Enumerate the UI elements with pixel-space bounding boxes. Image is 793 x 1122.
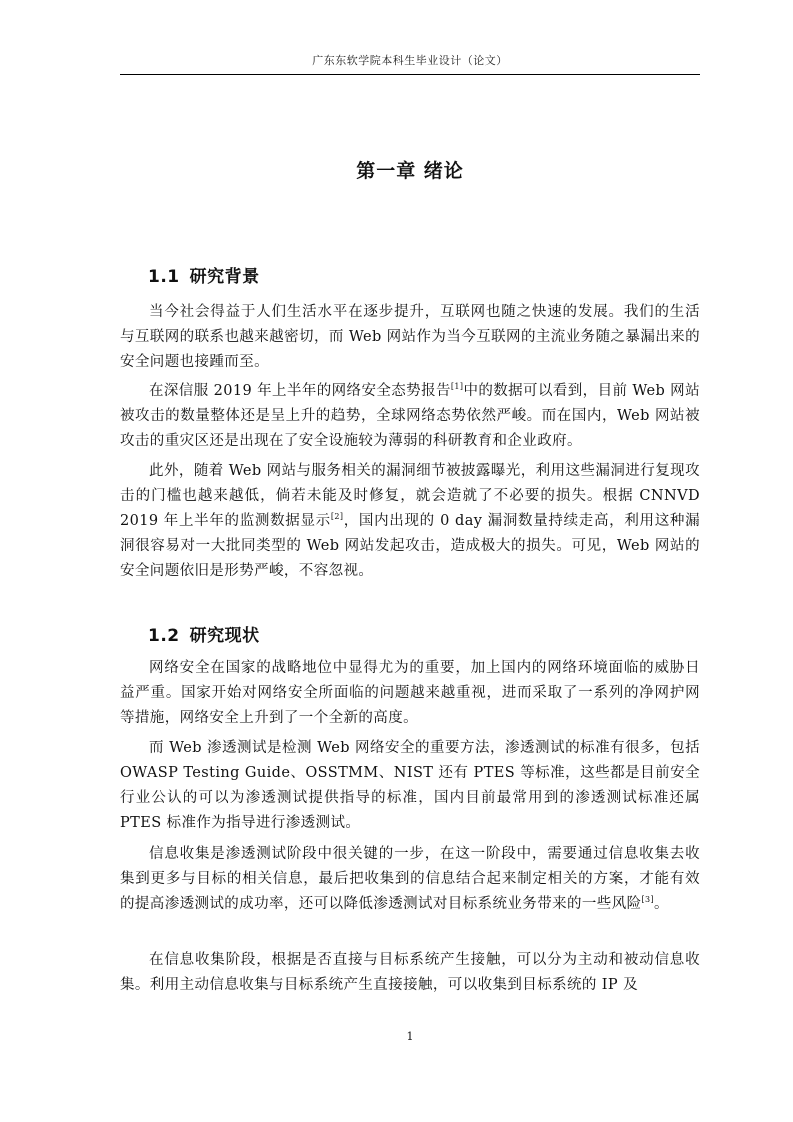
paragraph: 当今社会得益于人们生活水平在逐步提升，互联网也随之快速的发展。我们的生活与互联网的联系也越来越密切，而 Web 网站作为当今互联网的主流业务随之暴漏出来的安全问题也接踵而至。 — [120, 304, 700, 370]
page-number: 1 — [406, 1030, 414, 1043]
paragraph-text: ，国内出现的 0 day 漏洞数量持续走高，利用这种漏洞很容易对一大批同类型的 Web 网站发起攻击，造成极大的损失。可见，Web 网站的安全问题依旧是形势严峻，不容忽视。 — [120, 513, 700, 579]
paragraph-text: 此外，随着 Web 网站与服务相关的漏洞细节被披露曝光，利用这些漏洞进行复现攻击的门槛也越来越低，倘若未能及时修复，就会造就了不必要的损失。根据 CNNVD 2019 年上半年的监测数据显示 — [120, 463, 700, 529]
chapter-title: 第一章 绪论 — [356, 160, 464, 182]
paragraph: 网络安全在国家的战略地位中显得尤为的重要，加上国内的网络环境面临的威胁日益严重。国家开始对网络安全所面临的问题越来越重视，进而采取了一系列的净网护网等措施，网络安全上升到了一个全新的高度。 — [120, 660, 700, 726]
section-title: 研究现状 — [189, 626, 260, 646]
section-number: 1.2 — [148, 626, 180, 646]
paragraph — [120, 379, 700, 454]
header-rule — [120, 74, 700, 75]
running-header: 广东东软学院本科生毕业设计（论文） — [312, 54, 508, 67]
paragraph-text: 在深信服 2019 年上半年的网络安全态势报告 — [149, 383, 451, 399]
citation-ref: [3] — [641, 895, 655, 904]
paragraph — [120, 459, 700, 584]
section-heading-1-1 — [148, 262, 260, 287]
paragraph: 而 Web 渗透测试是检测 Web 网络安全的重要方法，渗透测试的标准有很多，包括 OWASP Testing Guide、OSSTMM、NIST 还有 PTES 等标准，这些都是目前安全行业公认的可以为渗透测试提供指导的标准，国内目前最常用到的渗透测试标准还属 PTES 标准作为指导进行渗透测试。 — [120, 740, 700, 831]
paragraph-text: 信息收集是渗透测试阶段中很关键的一步，在这一阶段中，需要通过信息收集去收集到更多与目标的相关信息，最后把收集到的信息结合起来制定相关的方案，才能有效的提高渗透测试的成功率，还可以降低渗透测试对目标系统业务带来的一些风险 — [120, 846, 700, 912]
citation-ref: [2] — [330, 512, 344, 521]
paragraph — [120, 842, 700, 917]
section-number: 1.1 — [148, 267, 180, 287]
paragraph: 在信息收集阶段，根据是否直接与目标系统产生接触，可以分为主动和被动信息收集。利用主动信息收集与目标系统产生直接接触，可以收集到目标系统的 IP 及 — [120, 952, 700, 993]
citation-ref: [1] — [450, 382, 464, 391]
paragraph-text: 中的数据可以看到，目前 Web 网站被攻击的数量整体还是呈上升的趋势，全球网络态势依然严峻。而在国内，Web 网站被攻击的重灾区还是出现在了安全设施较为薄弱的科研教育和企业政府。 — [120, 383, 700, 449]
paragraph-text: 。 — [654, 896, 669, 912]
section-heading-1-2 — [148, 621, 260, 646]
section-title: 研究背景 — [189, 267, 260, 287]
